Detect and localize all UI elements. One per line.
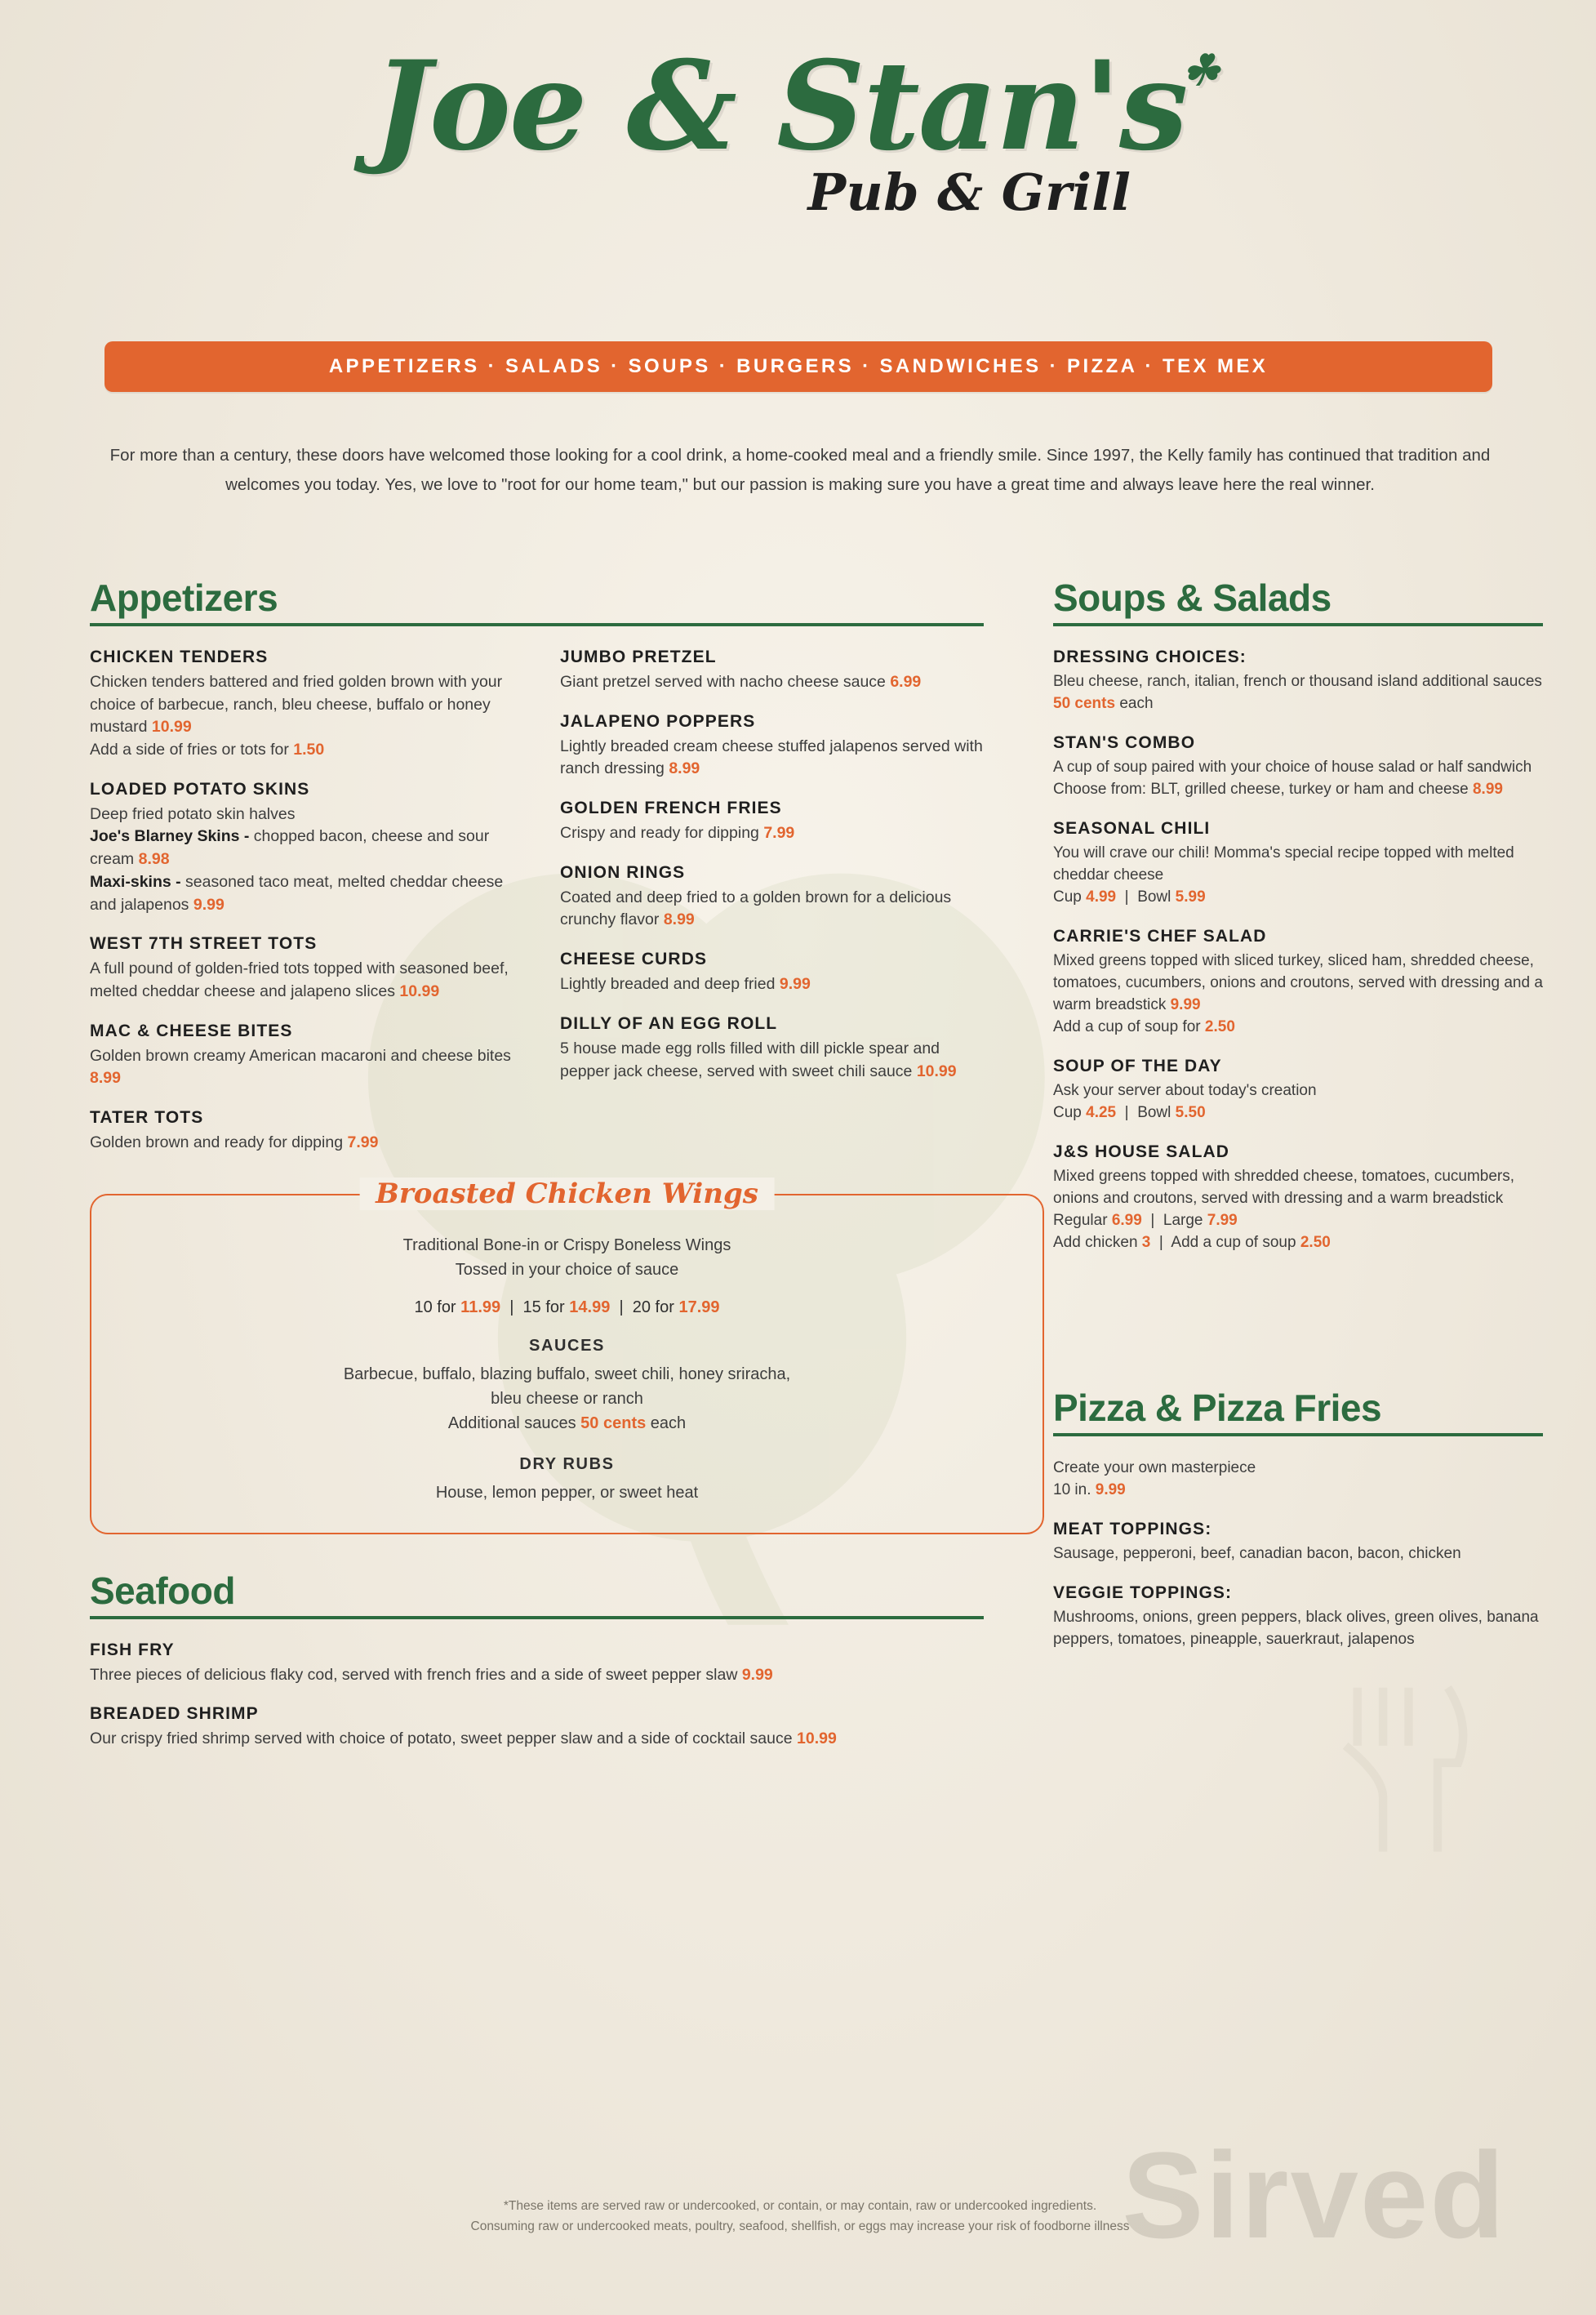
ribbon-text: APPETIZERS · SALADS · SOUPS · BURGERS · SANDWICHES · PIZZA · TEX MEX xyxy=(328,355,1269,377)
item-price: 9.99 xyxy=(1170,995,1201,1013)
menu-item: SOUP OF THE DAY Ask your server about today's creation Cup 4.25 | Bowl 5.50 xyxy=(1053,1057,1543,1124)
menu-item xyxy=(90,648,521,762)
add-chicken-label: Add chicken xyxy=(1053,1233,1138,1251)
regular-price: 6.99 xyxy=(1111,1211,1142,1229)
extra-sauce-price: 50 cents xyxy=(580,1413,647,1432)
item-desc: You will crave our chili! Momma's special recipe topped with melted cheddar cheese xyxy=(1053,844,1514,884)
wings-qty-2: 15 for xyxy=(522,1298,565,1316)
wings-qty-1: 10 for xyxy=(414,1298,456,1316)
sauces-line-3 xyxy=(116,1411,1018,1436)
veggie-toppings-list: Mushrooms, onions, green peppers, black olives, green olives, banana peppers, tomatoes, pineapple, sauerkraut, jalapenos xyxy=(1053,1609,1539,1649)
sauces-line-2: bleu cheese or ranch xyxy=(491,1389,643,1408)
add-chicken-price: 3 xyxy=(1141,1233,1151,1251)
menu-item xyxy=(90,1022,521,1090)
item-sub-price: 9.99 xyxy=(193,895,225,914)
wings-price-2: 14.99 xyxy=(569,1298,611,1316)
divider xyxy=(90,1616,984,1619)
logo-subtitle: Pub & Grill xyxy=(807,162,1131,222)
item-desc: Crispy and ready for dipping xyxy=(560,824,759,843)
menu-item xyxy=(560,863,991,932)
large-label: Large xyxy=(1163,1211,1203,1229)
item-desc: Lightly breaded cream cheese stuffed jalapenos served with ranch dressing xyxy=(560,737,983,778)
item-price: 7.99 xyxy=(763,824,795,843)
item-sub-desc: seasoned taco meat, melted cheddar cheese and jalapenos xyxy=(90,872,504,914)
item-price: 10.99 xyxy=(399,982,440,1000)
wings-title: Broasted Chicken Wings xyxy=(359,1178,775,1210)
bowl-label: Bowl xyxy=(1137,888,1171,906)
pizza-heading: Pizza & Pizza Fries xyxy=(1053,1387,1382,1430)
item-desc: Golden brown and ready for dipping xyxy=(90,1133,344,1151)
menu-item xyxy=(560,950,991,996)
pizza-create xyxy=(1053,1458,1543,1502)
pizza-price: 9.99 xyxy=(1095,1481,1126,1499)
disclaimer-line-2: Consuming raw or undercooked meats, poultry, seafood, shellfish, or eggs may increase your risk of foodborne illness xyxy=(470,2219,1130,2233)
menu-item xyxy=(560,799,991,845)
dry-rubs-heading: DRY RUBS xyxy=(519,1454,615,1473)
divider xyxy=(1053,1433,1543,1436)
pizza-size-row xyxy=(1053,1480,1543,1502)
right-column xyxy=(1053,576,1543,1669)
cup-price: 4.25 xyxy=(1086,1103,1117,1121)
item-desc: Bleu cheese, ranch, italian, french or thousand island additional sauces xyxy=(1053,673,1542,690)
category-ribbon xyxy=(104,341,1492,392)
item-desc: Golden brown creamy American macaroni and cheese bites xyxy=(90,1046,511,1065)
item-name: CARRIE'S CHEF SALAD xyxy=(1053,926,1267,946)
soups-salads-heading: Soups & Salads xyxy=(1053,577,1331,619)
item-name: SEASONAL CHILI xyxy=(1053,818,1211,838)
menu-item xyxy=(90,780,521,916)
item-name: JUMBO PRETZEL xyxy=(560,648,717,666)
extra-sauce-label: Additional sauces xyxy=(447,1413,576,1432)
cup-label: Cup xyxy=(1053,888,1082,906)
item-name: DRESSING CHOICES: xyxy=(1053,648,1247,666)
appetizers-col-1 xyxy=(90,648,521,1173)
item-name: SOUP OF THE DAY xyxy=(1053,1056,1222,1075)
item-name: DILLY OF AN EGG ROLL xyxy=(560,1013,778,1033)
item-price: 50 cents xyxy=(1053,694,1116,712)
item-name: STAN'S COMBO xyxy=(1053,732,1196,752)
regular-label: Regular xyxy=(1053,1211,1108,1229)
sirved-watermark: Sirved xyxy=(1122,2126,1506,2264)
item-price: 8.99 xyxy=(669,759,700,778)
menu-item xyxy=(90,1108,521,1155)
item-price: 8.99 xyxy=(1472,780,1503,798)
item-desc: A cup of soup paired with your choice of house salad or half sandwich Choose from: BLT, grilled cheese, turkey or ham and cheese xyxy=(1053,758,1532,798)
item-desc: Three pieces of delicious flaky cod, served with french fries and a side of sweet pepper slaw xyxy=(90,1665,738,1684)
item-sub-name: Joe's Blarney Skins - xyxy=(90,827,250,846)
item-name: TATER TOTS xyxy=(90,1107,204,1127)
wings-box xyxy=(90,1177,1044,1534)
item-extra: Add a side of fries or tots for xyxy=(90,741,289,759)
item-extra-price: 2.50 xyxy=(1204,1017,1235,1035)
wings-price-3: 17.99 xyxy=(678,1298,720,1316)
item-price-tail: each xyxy=(1119,694,1154,712)
shamrock-icon: ☘ xyxy=(1181,46,1219,96)
menu-item xyxy=(1053,927,1543,1039)
add-soup-label: Add a cup of soup xyxy=(1171,1233,1296,1251)
pizza-size: 10 in. xyxy=(1053,1481,1091,1499)
item-name: ONION RINGS xyxy=(560,862,686,882)
veggie-toppings-heading: VEGGIE TOPPINGS: xyxy=(1053,1583,1233,1603)
item-desc: Ask your server about today's creation xyxy=(1053,1081,1317,1099)
menu-item: J&S HOUSE SALAD Mixed greens topped with shredded cheese, tomatoes, cucumbers, onions and croutons, served with dressing and a warm breadstick Regular 6.99 | Large 7.99 Add chicken 3 | Add a cup of soup 2.50 xyxy=(1053,1142,1543,1254)
menu-item xyxy=(1053,733,1543,801)
sauces-heading: SAUCES xyxy=(529,1336,605,1355)
add-soup-price: 2.50 xyxy=(1300,1233,1331,1251)
menu-item: SEASONAL CHILI You will crave our chili! Momma's special recipe topped with melted cheddar cheese Cup 4.99 | Bowl 5.99 xyxy=(1053,819,1543,909)
item-price: 8.99 xyxy=(663,910,695,929)
item-desc: Mixed greens topped with shredded cheese, tomatoes, cucumbers, onions and croutons, served with dressing and a warm breadstick xyxy=(1053,1167,1515,1207)
fork-watermark xyxy=(1310,1674,1490,1862)
item-price: 9.99 xyxy=(779,975,811,994)
bowl-label: Bowl xyxy=(1137,1103,1171,1121)
logo-text: Joe & Stan's xyxy=(372,34,1187,178)
item-desc: Giant pretzel served with nacho cheese sauce xyxy=(560,673,886,691)
item-desc: Mixed greens topped with sliced turkey, sliced ham, shredded cheese, tomatoes, cucumbers, onions and croutons, served with dressing and a warm breadstick xyxy=(1053,951,1543,1013)
item-desc: A full pound of golden-fried tots topped with seasoned beef, melted cheddar cheese and jalapeno slices xyxy=(90,959,509,1000)
item-name: GOLDEN FRENCH FRIES xyxy=(560,799,782,818)
item-name: CHICKEN TENDERS xyxy=(90,648,269,666)
item-name: LOADED POTATO SKINS xyxy=(90,779,310,799)
wings-line-2: Tossed in your choice of sauce xyxy=(455,1260,679,1279)
item-price: 10.99 xyxy=(151,718,192,737)
item-desc: Lightly breaded and deep fried xyxy=(560,975,776,994)
menu-item xyxy=(560,712,991,781)
wings-price-1: 11.99 xyxy=(460,1298,501,1316)
item-name: JALAPENO POPPERS xyxy=(560,711,756,731)
menu-item xyxy=(560,648,991,694)
item-desc: Chicken tenders battered and fried golden brown with your choice of barbecue, ranch, bleu cheese, buffalo or honey mustard xyxy=(90,673,503,737)
disclaimer xyxy=(245,2197,1355,2237)
intro-paragraph: For more than a century, these doors have welcomed those looking for a cool drink, a home-cooked meal and a friendly smile. Since 1997, the Kelly family has continued that tradition and welcomes you today. Yes, we love to "root for our home team," but our passion is making sure you have a great time and always leave here the real winner. xyxy=(109,446,1491,494)
bowl-price: 5.50 xyxy=(1175,1103,1206,1121)
item-price: 7.99 xyxy=(347,1133,379,1151)
item-extra: Add a cup of soup for xyxy=(1053,1017,1201,1035)
item-price: 10.99 xyxy=(797,1730,837,1748)
item-desc: Our crispy fried shrimp served with choice of potato, sweet pepper slaw and a side of cocktail sauce xyxy=(90,1730,793,1748)
wings-line-1: Traditional Bone-in or Crispy Boneless Wings xyxy=(402,1235,731,1254)
wings-qty-3: 20 for xyxy=(632,1298,674,1316)
divider xyxy=(1053,623,1543,626)
meat-toppings-list: Sausage, pepperoni, beef, canadian bacon, bacon, chicken xyxy=(1053,1545,1461,1563)
restaurant-logo xyxy=(0,34,1596,222)
meat-toppings xyxy=(1053,1520,1543,1565)
item-sub-price: 8.98 xyxy=(138,850,170,869)
item-desc: Coated and deep fried to a golden brown for a delicious crunchy flavor xyxy=(560,888,952,929)
item-price: 10.99 xyxy=(916,1062,957,1080)
menu-item xyxy=(90,1704,1012,1751)
item-name: FISH FRY xyxy=(90,1640,175,1659)
wings-prices: 10 for 11.99 | 15 for 14.99 | 20 for 17.99 xyxy=(414,1298,720,1316)
item-extra-price: 1.50 xyxy=(293,741,325,759)
appetizers-col-2 xyxy=(560,648,991,1173)
menu-item xyxy=(1053,648,1543,715)
menu-item xyxy=(560,1014,991,1083)
cup-label: Cup xyxy=(1053,1103,1082,1121)
menu-item xyxy=(90,934,521,1003)
seafood-section xyxy=(90,1569,1012,1751)
item-price: 9.99 xyxy=(741,1665,773,1684)
large-price: 7.99 xyxy=(1207,1211,1238,1229)
item-sub-desc: chopped bacon, cheese and sour cream xyxy=(90,827,490,869)
item-price: 6.99 xyxy=(890,673,922,691)
appetizers-heading: Appetizers xyxy=(90,577,278,619)
divider xyxy=(90,623,984,626)
veggie-toppings xyxy=(1053,1583,1543,1651)
pizza-line-1: Create your own masterpiece xyxy=(1053,1459,1256,1477)
disclaimer-line-1: *These items are served raw or undercooked, or contain, or may contain, raw or undercooked ingredients. xyxy=(503,2199,1097,2213)
dry-rubs-line: House, lemon pepper, or sweet heat xyxy=(435,1483,699,1502)
meat-toppings-heading: MEAT TOPPINGS: xyxy=(1053,1520,1212,1539)
item-desc: Deep fried potato skin halves xyxy=(90,804,296,823)
item-name: BREADED SHRIMP xyxy=(90,1704,259,1724)
bowl-price: 5.99 xyxy=(1175,888,1206,906)
item-desc: 5 house made egg rolls filled with dill pickle spear and pepper jack cheese, served with sweet chili sauce xyxy=(560,1039,940,1080)
item-price: 8.99 xyxy=(90,1069,121,1088)
sauces-line-1: Barbecue, buffalo, blazing buffalo, sweet chili, honey sriracha, xyxy=(343,1365,791,1383)
left-column xyxy=(90,576,1012,1769)
item-name: MAC & CHEESE BITES xyxy=(90,1021,293,1040)
item-name: J&S HOUSE SALAD xyxy=(1053,1142,1230,1161)
item-sub-name: Maxi-skins - xyxy=(90,872,181,891)
item-name: WEST 7TH STREET TOTS xyxy=(90,934,318,954)
extra-sauce-tail: each xyxy=(650,1413,687,1432)
seafood-heading: Seafood xyxy=(90,1569,235,1612)
cup-price: 4.99 xyxy=(1086,888,1117,906)
item-name: CHEESE CURDS xyxy=(560,950,708,969)
menu-item xyxy=(90,1641,1012,1687)
